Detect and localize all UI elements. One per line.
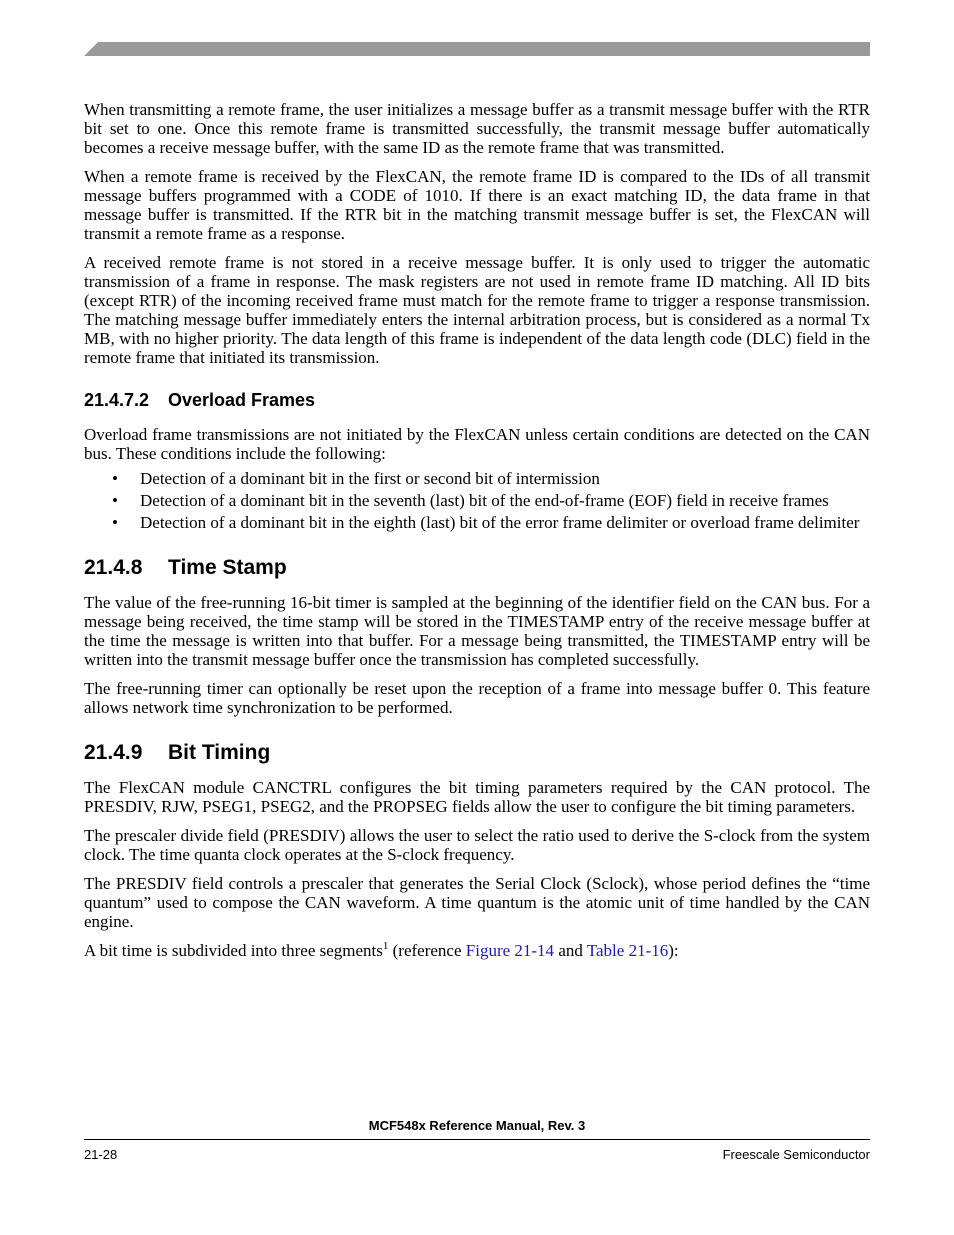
company-name: Freescale Semiconductor (722, 1147, 870, 1162)
list-item-text: Detection of a dominant bit in the seventh (last) bit of the end-of-frame (EOF) field in receive frames (140, 491, 829, 510)
heading-title: Time Stamp (168, 556, 287, 579)
header-bar (84, 42, 870, 56)
paragraph-text: (reference (388, 941, 466, 960)
heading-overload-frames (84, 389, 870, 411)
overload-paragraph: Overload frame transmissions are not initiated by the FlexCAN unless certain conditions are detected on the CAN bus. These conditions include the following: (84, 425, 870, 463)
footer-divider (84, 1139, 870, 1140)
table-link[interactable]: Table 21-16 (586, 941, 669, 960)
footer-title: MCF548x Reference Manual, Rev. 3 (368, 1118, 586, 1133)
intro-paragraph-3: A received remote frame is not stored in a receive message buffer. It is only used to trigger the automatic transmission of a frame in response. The mask registers are not used in remote frame ID matching. All ID bits (except RTR) of the incoming received frame must match for the remote frame to trigger a response transmission. The matching message buffer immediately enters the internal arbitration process, but is considered as a normal Tx MB, with no higher priority. The data length of this frame is independent of the data length code (DLC) field in the remote frame that initiated its transmission. (84, 253, 870, 367)
heading-number: 21.4.7.2 (84, 390, 150, 410)
list-item (84, 513, 870, 532)
heading-title: Bit Timing (168, 741, 271, 764)
main-content (84, 100, 870, 960)
overload-conditions-list (84, 469, 870, 532)
page-number: 21-28 (84, 1147, 118, 1162)
paragraph-text: ): (668, 941, 679, 960)
heading-number: 21.4.9 (84, 741, 143, 764)
list-item (84, 491, 870, 510)
bullet-icon: • (112, 469, 118, 488)
timestamp-paragraph-2: The free-running timer can optionally be reset upon the reception of a frame into message buffer 0. This feature allows network time synchronization to be performed. (84, 679, 870, 717)
bullet-icon: • (112, 491, 118, 510)
paragraph-text: A bit time is subdivided into three segments (84, 941, 383, 960)
list-item (84, 469, 870, 488)
heading-bit-timing (84, 741, 870, 765)
heading-title: Overload Frames (168, 390, 316, 410)
heading-time-stamp (84, 556, 870, 580)
list-item-text: Detection of a dominant bit in the first or second bit of intermission (140, 469, 600, 488)
figure-link[interactable]: Figure 21-14 (465, 941, 555, 960)
intro-paragraph-1: When transmitting a remote frame, the user initializes a message buffer as a transmit message buffer with the RTR bit set to one. Once this remote frame is transmitted successfully, the transmit message buffer automatically becomes a receive message buffer, with the same ID as the remote frame that was transmitted. (84, 100, 870, 157)
footnote-marker[interactable]: 1 (382, 940, 389, 952)
bittiming-paragraph-4 (84, 941, 870, 960)
list-item-text: Detection of a dominant bit in the eighth (last) bit of the error frame delimiter or overload frame delimiter (140, 513, 860, 532)
bittiming-paragraph-3: The PRESDIV field controls a prescaler that generates the Serial Clock (Sclock), whose period defines the “time quantum” used to compose the CAN waveform. A time quantum is the atomic unit of time handled by the CAN engine. (84, 874, 870, 931)
intro-paragraph-2: When a remote frame is received by the FlexCAN, the remote frame ID is compared to the IDs of all transmit message buffers programmed with a CODE of 1010. If there is an exact matching ID, the data frame in that message buffer is transmitted. If the RTR bit in the matching transmit message buffer is set, the FlexCAN will transmit a remote frame as a response. (84, 167, 870, 243)
bittiming-paragraph-1: The FlexCAN module CANCTRL configures the bit timing parameters required by the CAN protocol. The PRESDIV, RJW, PSEG1, PSEG2, and the PROPSEG fields allow the user to configure the bit timing parameters. (84, 778, 870, 816)
heading-number: 21.4.8 (84, 556, 143, 579)
bittiming-paragraph-2: The prescaler divide field (PRESDIV) allows the user to select the ratio used to derive the S-clock from the system clock. The time quanta clock operates at the S-clock frequency. (84, 826, 870, 864)
bullet-icon: • (112, 513, 118, 532)
timestamp-paragraph-1: The value of the free-running 16-bit timer is sampled at the beginning of the identifier field on the CAN bus. For a message being received, the time stamp will be stored in the TIMESTAMP entry of the receive message buffer at the time the message is written into that buffer. For a message being transmitted, the TIMESTAMP entry will be written into the transmit message buffer once the transmission has completed successfully. (84, 593, 870, 669)
paragraph-text: and (554, 941, 587, 960)
